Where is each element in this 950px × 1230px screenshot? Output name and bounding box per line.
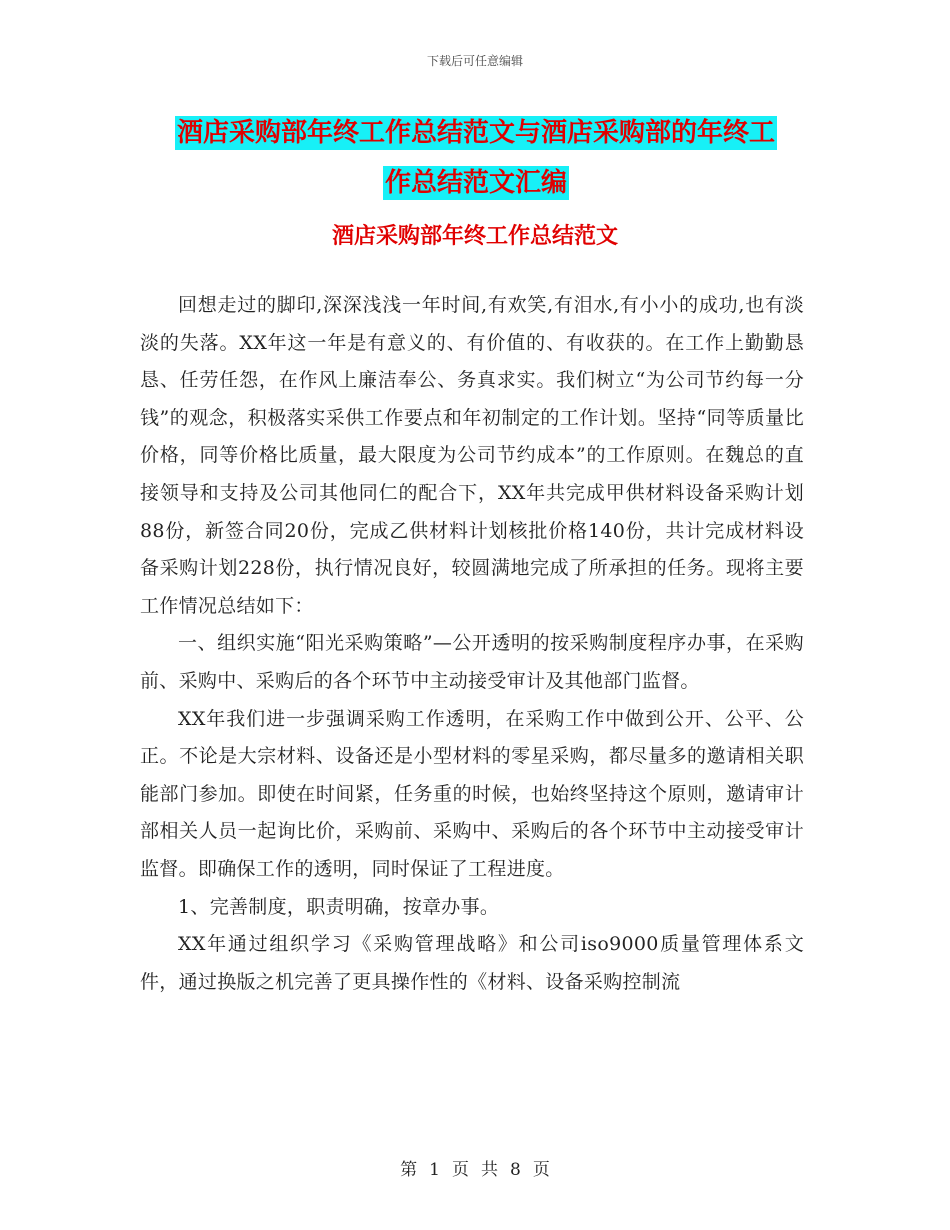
footer-ye: 页: [452, 1160, 469, 1180]
document-body: [140, 287, 804, 1001]
footer-total-pages: 8: [510, 1160, 521, 1180]
document-title: [140, 108, 812, 208]
footer-gong: 共: [481, 1160, 498, 1180]
document-title-line2: 作总结范文汇编: [384, 168, 567, 198]
paragraph-subsection-1: 1、完善制度，职责明确，按章办事。: [178, 895, 500, 918]
paragraph-section-1: 一、组织实施“阳光采购策略”—公开透明的按采购制度程序办事，在采购前、采购中、采购后的各个环节中主动接受审计及其他部门监督。: [140, 632, 804, 692]
header-note: 下载后可任意编辑: [426, 54, 523, 68]
paragraph-system-docs: XX年通过组织学习《采购管理战略》和公司iso9000质量管理体系文件，通过换版之机完善了更具操作性的《材料、设备采购控制流: [140, 933, 804, 993]
page-footer: [0, 1155, 950, 1180]
paragraph-transparency: XX年我们进一步强调采购工作透明，在采购工作中做到公开、公平、公正。不论是大宗材料、设备还是小型材料的零星采购，都尽量多的邀请相关职能部门参加。即使在时间紧，任务重的时候，也始终坚持这个原则，邀请审计部相关人员一起询比价，采购前、采购中、采购后的各个环节中主动接受审计监督。即确保工作的透明，同时保证了工程进度。: [140, 707, 804, 880]
document-title-line1: 酒店采购部年终工作总结范文与酒店采购部的年终工: [176, 118, 775, 148]
paragraph-intro: 回想走过的脚印,深深浅浅一年时间,有欢笑,有泪水,有小小的成功,也有淡淡的失落。XX年这一年是有意义的、有价值的、有收获的。在工作上勤勤恳恳、任劳任怨，在作风上廉洁奉公、务真求实。我们树立“为公司节约每一分钱”的观念，积极落实采供工作要点和年初制定的工作计划。坚持“同等质量比价格，同等价格比质量，最大限度为公司节约成本”的工作原则。在魏总的直接领导和支持及公司其他同仁的配合下，XX年共完成甲供材料设备采购计划88份，新签合同20份，完成乙供材料计划核批价格140份，共计完成材料设备采购计划228份，执行情况良好，较圆满地完成了所承担的任务。现将主要工作情况总结如下：: [140, 294, 804, 617]
footer-ye2: 页: [532, 1160, 550, 1180]
footer-di: 第: [400, 1160, 418, 1180]
section-title: 酒店采购部年终工作总结范文: [331, 224, 618, 249]
footer-page-number: 1: [429, 1160, 440, 1180]
